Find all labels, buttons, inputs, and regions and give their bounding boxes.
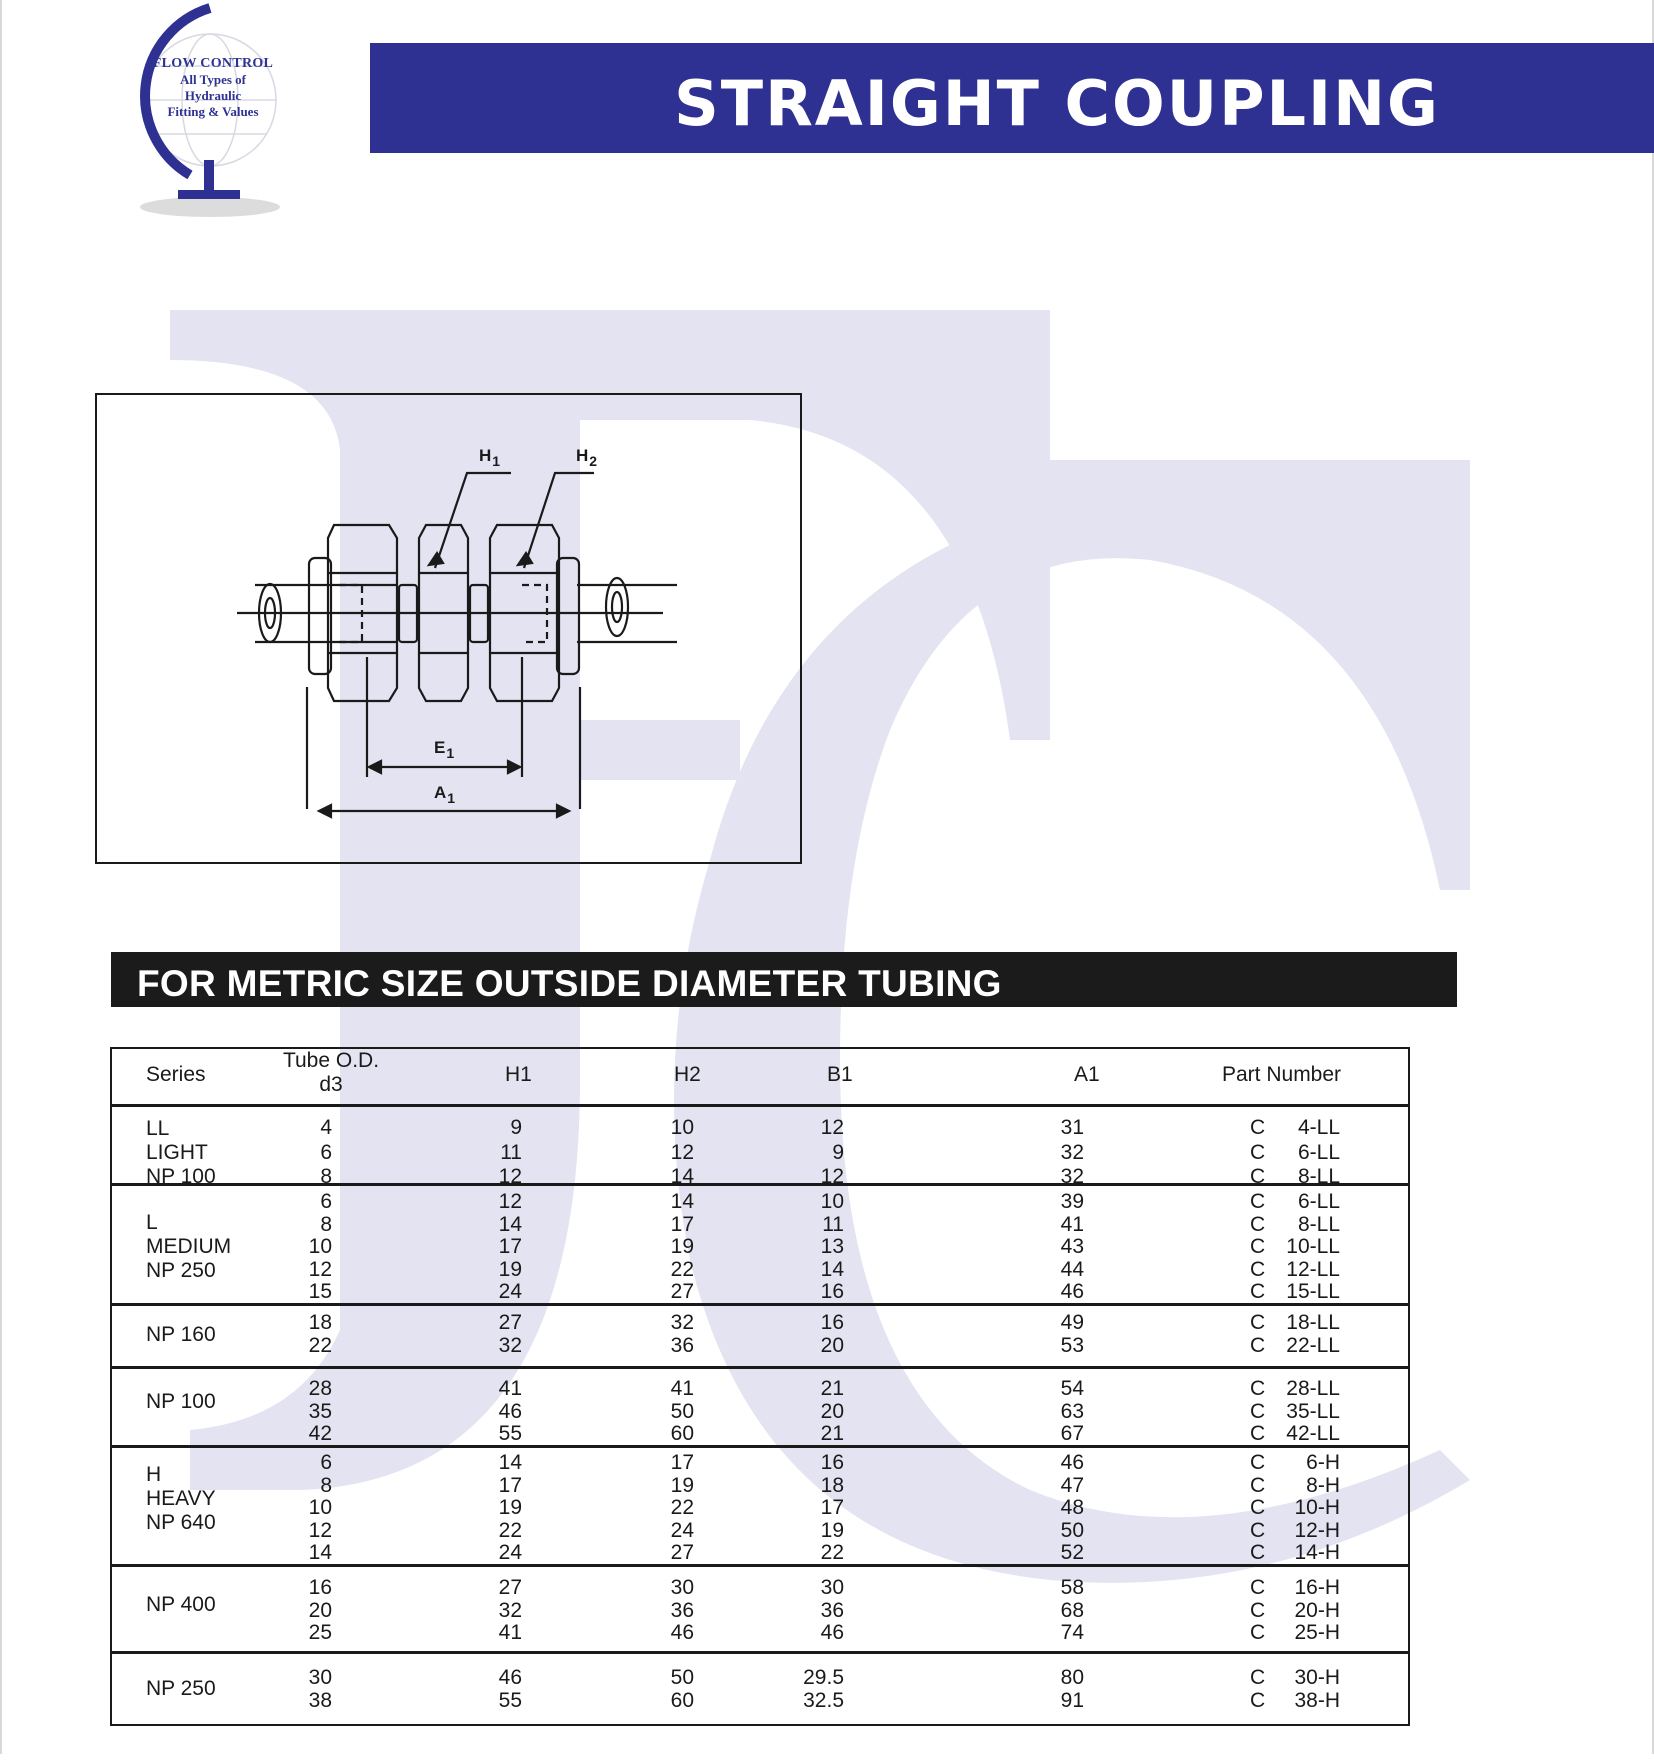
cell-d3: 4 — [320, 1116, 332, 1139]
cell-h2: 22 — [670, 1257, 694, 1281]
series-line: NP 640 — [146, 1511, 216, 1534]
cell-h1: 11 — [500, 1140, 522, 1164]
cell-h1: 27 — [498, 1576, 522, 1599]
part-prefix: C — [1250, 1496, 1266, 1519]
cell-a1: 43 — [1060, 1235, 1084, 1258]
series-label — [146, 1117, 216, 1189]
page-left-border — [0, 0, 2, 1754]
series-label — [146, 1390, 216, 1414]
cell-part-number — [1250, 1259, 1340, 1281]
dimensions-table — [110, 1047, 1410, 1726]
cell-h2: 17 — [670, 1451, 694, 1474]
cell-part-number — [1250, 1475, 1340, 1497]
cell-d3: 10 — [308, 1496, 332, 1519]
cell-a1: 54 — [1060, 1377, 1084, 1400]
part-prefix: C — [1250, 1473, 1266, 1497]
a1-label: $A_1$ — [434, 783, 456, 806]
header-h2: H2 — [674, 1063, 701, 1086]
part-code: 18-LL — [1286, 1311, 1340, 1334]
cell-a1: 44 — [1060, 1257, 1084, 1281]
coupling-diagram — [95, 393, 802, 864]
cell-h1: 24 — [498, 1541, 522, 1564]
part-code: 10-H — [1294, 1496, 1340, 1519]
cell-h2: 14 — [670, 1165, 694, 1188]
coupling-drawing — [97, 395, 800, 862]
part-code: 38-H — [1294, 1688, 1340, 1712]
part-prefix: C — [1250, 1280, 1266, 1303]
cell-a1: 32 — [1060, 1165, 1084, 1188]
series-group — [112, 1368, 1408, 1448]
cell-b1: 20 — [820, 1399, 844, 1423]
cell-part-number — [1250, 1690, 1340, 1712]
cell-b1: 10 — [820, 1190, 844, 1213]
part-prefix: C — [1250, 1333, 1266, 1357]
part-code: 8-H — [1306, 1473, 1340, 1497]
logo-line-1: FLOW CONTROL — [152, 56, 274, 71]
cell-h2: 22 — [670, 1496, 694, 1519]
cell-h2: 41 — [670, 1377, 694, 1400]
part-prefix: C — [1250, 1621, 1266, 1644]
cell-h1: 24 — [498, 1280, 522, 1303]
cell-d3: 15 — [308, 1280, 332, 1303]
header-a1: A1 — [1074, 1063, 1100, 1086]
part-code: 4-LL — [1297, 1116, 1340, 1139]
cell-h2: 50 — [670, 1666, 694, 1689]
cell-d3: 6 — [320, 1451, 332, 1474]
cell-b1: 11 — [822, 1212, 844, 1236]
cell-d3: 18 — [308, 1311, 332, 1334]
cell-a1: 58 — [1060, 1576, 1084, 1599]
cell-h2: 14 — [670, 1190, 694, 1213]
cell-a1: 41 — [1060, 1212, 1084, 1236]
logo-line-3: Hydraulic — [184, 88, 242, 103]
section-header — [111, 952, 1457, 1007]
part-code: 10-LL — [1286, 1235, 1340, 1258]
cell-h1: 17 — [498, 1235, 522, 1258]
series-group — [112, 1566, 1408, 1654]
cell-a1: 32 — [1060, 1140, 1084, 1164]
cell-b1: 16 — [820, 1311, 844, 1334]
cell-a1: 67 — [1060, 1422, 1084, 1445]
cell-part-number — [1250, 1335, 1340, 1357]
cell-d3: 35 — [308, 1399, 332, 1423]
h1-label: $H_1$ — [479, 446, 501, 469]
cell-h2: 24 — [670, 1518, 694, 1542]
cell-part-number — [1250, 1191, 1340, 1213]
cell-h1: 22 — [498, 1518, 522, 1542]
part-prefix: C — [1250, 1451, 1266, 1474]
series-line: LIGHT — [146, 1141, 208, 1164]
part-prefix: C — [1250, 1190, 1266, 1213]
series-line: L — [146, 1211, 158, 1234]
cell-h2: 46 — [670, 1621, 694, 1644]
cell-h2: 27 — [670, 1280, 694, 1303]
cell-b1: 16 — [820, 1280, 844, 1303]
part-prefix: C — [1250, 1165, 1266, 1188]
series-line: NP 250 — [146, 1677, 216, 1700]
cell-b1: 9 — [832, 1140, 844, 1164]
series-line: NP 400 — [146, 1593, 216, 1616]
cell-part-number — [1250, 1281, 1340, 1303]
cell-h1: 41 — [498, 1377, 522, 1400]
cell-h2: 27 — [670, 1541, 694, 1564]
cell-d3: 6 — [320, 1140, 332, 1164]
cell-a1: 47 — [1060, 1473, 1084, 1497]
cell-part-number — [1250, 1142, 1340, 1164]
cell-part-number — [1250, 1117, 1340, 1139]
cell-h2: 60 — [670, 1688, 694, 1712]
cell-h1: 12 — [498, 1165, 522, 1188]
cell-a1: 39 — [1060, 1190, 1084, 1213]
cell-a1: 91 — [1060, 1688, 1084, 1712]
cell-b1: 20 — [820, 1333, 844, 1357]
table-header — [112, 1049, 1408, 1107]
cell-h1: 14 — [498, 1212, 522, 1236]
cell-part-number — [1250, 1542, 1340, 1564]
part-code: 6-H — [1306, 1451, 1340, 1474]
part-prefix: C — [1250, 1598, 1266, 1622]
cell-part-number — [1250, 1312, 1340, 1334]
part-code: 15-LL — [1286, 1280, 1340, 1303]
cell-h1: 32 — [498, 1333, 522, 1357]
cell-part-number — [1250, 1401, 1340, 1423]
part-prefix: C — [1250, 1541, 1266, 1564]
cell-d3: 14 — [308, 1541, 332, 1564]
cell-part-number — [1250, 1378, 1340, 1400]
cell-d3: 30 — [308, 1666, 332, 1689]
series-label — [146, 1593, 216, 1617]
cell-b1: 30 — [820, 1576, 844, 1599]
cell-a1: 68 — [1060, 1598, 1084, 1622]
cell-d3: 16 — [308, 1576, 332, 1599]
cell-d3: 20 — [308, 1598, 332, 1622]
series-label — [146, 1463, 216, 1535]
series-group — [112, 1185, 1408, 1306]
series-group — [112, 1305, 1408, 1369]
cell-d3: 8 — [320, 1212, 332, 1236]
cell-b1: 22 — [820, 1541, 844, 1564]
cell-part-number — [1250, 1622, 1340, 1644]
cell-d3: 12 — [308, 1518, 332, 1542]
series-line: LL — [146, 1117, 170, 1140]
header-h1: H1 — [505, 1063, 532, 1086]
page-title: STRAIGHT COUPLING — [674, 67, 1440, 140]
cell-a1: 31 — [1060, 1116, 1084, 1139]
part-prefix: C — [1250, 1377, 1266, 1400]
cell-h1: 19 — [498, 1257, 522, 1281]
cell-b1: 19 — [820, 1518, 844, 1542]
title-banner — [370, 43, 1654, 153]
cell-a1: 46 — [1060, 1451, 1084, 1474]
cell-b1: 12 — [820, 1116, 844, 1139]
cell-b1: 46 — [820, 1621, 844, 1644]
cell-a1: 53 — [1060, 1333, 1084, 1357]
cell-a1: 50 — [1060, 1518, 1084, 1542]
cell-a1: 48 — [1060, 1496, 1084, 1519]
cell-part-number — [1250, 1236, 1340, 1258]
cell-h2: 32 — [670, 1311, 694, 1334]
cell-b1: 17 — [820, 1496, 844, 1519]
part-code: 35-LL — [1286, 1399, 1340, 1423]
cell-d3: 22 — [308, 1333, 332, 1357]
part-code: 42-LL — [1286, 1422, 1340, 1445]
company-logo — [118, 0, 290, 220]
cell-h1: 55 — [498, 1422, 522, 1445]
cell-h2: 17 — [670, 1212, 694, 1236]
cell-h1: 55 — [498, 1688, 522, 1712]
series-label — [146, 1677, 216, 1701]
cell-a1: 46 — [1060, 1280, 1084, 1303]
part-code: 25-H — [1294, 1621, 1340, 1644]
series-group — [112, 1106, 1408, 1186]
series-line: MEDIUM — [146, 1235, 232, 1258]
cell-d3: 12 — [308, 1257, 332, 1281]
part-prefix: C — [1250, 1422, 1266, 1445]
cell-h1: 17 — [498, 1473, 522, 1497]
header-part-number: Part Number — [1222, 1063, 1342, 1086]
cell-h1: 41 — [498, 1621, 522, 1644]
part-prefix: C — [1250, 1140, 1266, 1164]
cell-part-number — [1250, 1600, 1340, 1622]
cell-b1: 14 — [820, 1257, 844, 1281]
cell-h2: 10 — [670, 1116, 694, 1139]
part-code: 22-LL — [1286, 1333, 1340, 1357]
part-prefix: C — [1250, 1399, 1266, 1423]
cell-h1: 19 — [498, 1496, 522, 1519]
cell-part-number — [1250, 1667, 1340, 1689]
cell-a1: 63 — [1060, 1399, 1084, 1423]
logo-line-4: Fitting & Values — [167, 104, 259, 119]
part-prefix: C — [1250, 1518, 1266, 1542]
part-code: 30-H — [1294, 1666, 1340, 1689]
cell-h2: 30 — [670, 1576, 694, 1599]
cell-h1: 32 — [498, 1598, 522, 1622]
header-tube-od-sub: d3 — [319, 1073, 343, 1096]
part-prefix: C — [1250, 1666, 1266, 1689]
part-code: 8-LL — [1297, 1165, 1340, 1188]
cell-d3: 38 — [308, 1688, 332, 1712]
cell-h1: 9 — [510, 1116, 522, 1139]
section-title: FOR METRIC SIZE OUTSIDE DIAMETER TUBING — [137, 963, 1002, 1004]
part-prefix: C — [1250, 1576, 1266, 1599]
series-line: NP 100 — [146, 1165, 216, 1188]
cell-b1: 29.5 — [803, 1666, 844, 1689]
part-code: 14-H — [1294, 1541, 1340, 1564]
part-code: 20-H — [1294, 1598, 1340, 1622]
cell-b1: 16 — [820, 1451, 844, 1474]
cell-h1: 27 — [498, 1311, 522, 1334]
cell-h2: 50 — [670, 1399, 694, 1423]
cell-a1: 74 — [1060, 1621, 1084, 1644]
cell-part-number — [1250, 1452, 1340, 1474]
series-label — [146, 1211, 231, 1283]
cell-b1: 21 — [820, 1422, 844, 1445]
part-code: 12-LL — [1286, 1257, 1340, 1281]
cell-h2: 19 — [670, 1473, 694, 1497]
part-prefix: C — [1250, 1212, 1266, 1236]
header-tube-od — [277, 1049, 385, 1097]
cell-d3: 25 — [308, 1621, 332, 1644]
cell-h1: 12 — [498, 1190, 522, 1213]
cell-d3: 8 — [320, 1473, 332, 1497]
cell-part-number — [1250, 1423, 1340, 1445]
logo-text — [152, 56, 274, 120]
cell-h2: 12 — [670, 1140, 694, 1164]
header-tube-od-label: Tube O.D. — [282, 1049, 380, 1072]
cell-h1: 46 — [498, 1666, 522, 1689]
cell-b1: 21 — [820, 1377, 844, 1400]
cell-h1: 46 — [498, 1399, 522, 1423]
part-prefix: C — [1250, 1311, 1266, 1334]
header-series: Series — [146, 1063, 206, 1086]
cell-h2: 36 — [670, 1333, 694, 1357]
cell-d3: 28 — [308, 1377, 332, 1400]
part-prefix: C — [1250, 1116, 1266, 1139]
h2-label: $H_2$ — [576, 446, 598, 469]
logo-line-2: All Types of — [180, 72, 246, 87]
series-line: HEAVY — [146, 1487, 216, 1510]
cell-b1: 13 — [820, 1235, 844, 1258]
cell-a1: 49 — [1060, 1311, 1084, 1334]
series-group — [112, 1447, 1408, 1567]
series-line: NP 250 — [146, 1259, 216, 1282]
part-code: 16-H — [1294, 1576, 1340, 1599]
cell-d3: 10 — [308, 1235, 332, 1258]
cell-part-number — [1250, 1577, 1340, 1599]
cell-h2: 36 — [670, 1598, 694, 1622]
cell-h2: 60 — [670, 1422, 694, 1445]
series-line: NP 100 — [146, 1390, 216, 1413]
series-line: NP 160 — [146, 1323, 216, 1346]
cell-b1: 36 — [820, 1598, 844, 1622]
part-code: 6-LL — [1297, 1190, 1340, 1213]
part-code: 12-H — [1294, 1518, 1340, 1542]
part-code: 28-LL — [1286, 1377, 1340, 1400]
cell-part-number — [1250, 1214, 1340, 1236]
header-b1: B1 — [827, 1063, 853, 1086]
cell-d3: 6 — [320, 1190, 332, 1213]
cell-b1: 12 — [820, 1165, 844, 1188]
cell-d3: 8 — [320, 1165, 332, 1188]
series-line: H — [146, 1463, 162, 1486]
cell-b1: 32.5 — [803, 1688, 844, 1712]
cell-d3: 42 — [308, 1422, 332, 1445]
part-code: 6-LL — [1297, 1140, 1340, 1164]
cell-part-number — [1250, 1520, 1340, 1542]
series-group — [112, 1653, 1408, 1726]
part-prefix: C — [1250, 1688, 1266, 1712]
cell-a1: 80 — [1060, 1666, 1084, 1689]
cell-b1: 18 — [820, 1473, 844, 1497]
part-code: 8-LL — [1297, 1212, 1340, 1236]
cell-part-number — [1250, 1497, 1340, 1519]
cell-a1: 52 — [1060, 1541, 1084, 1564]
series-label — [146, 1323, 216, 1347]
e1-label: $E_1$ — [434, 738, 455, 761]
part-prefix: C — [1250, 1257, 1266, 1281]
part-prefix: C — [1250, 1235, 1266, 1258]
cell-h2: 19 — [670, 1235, 694, 1258]
cell-h1: 14 — [498, 1451, 522, 1474]
